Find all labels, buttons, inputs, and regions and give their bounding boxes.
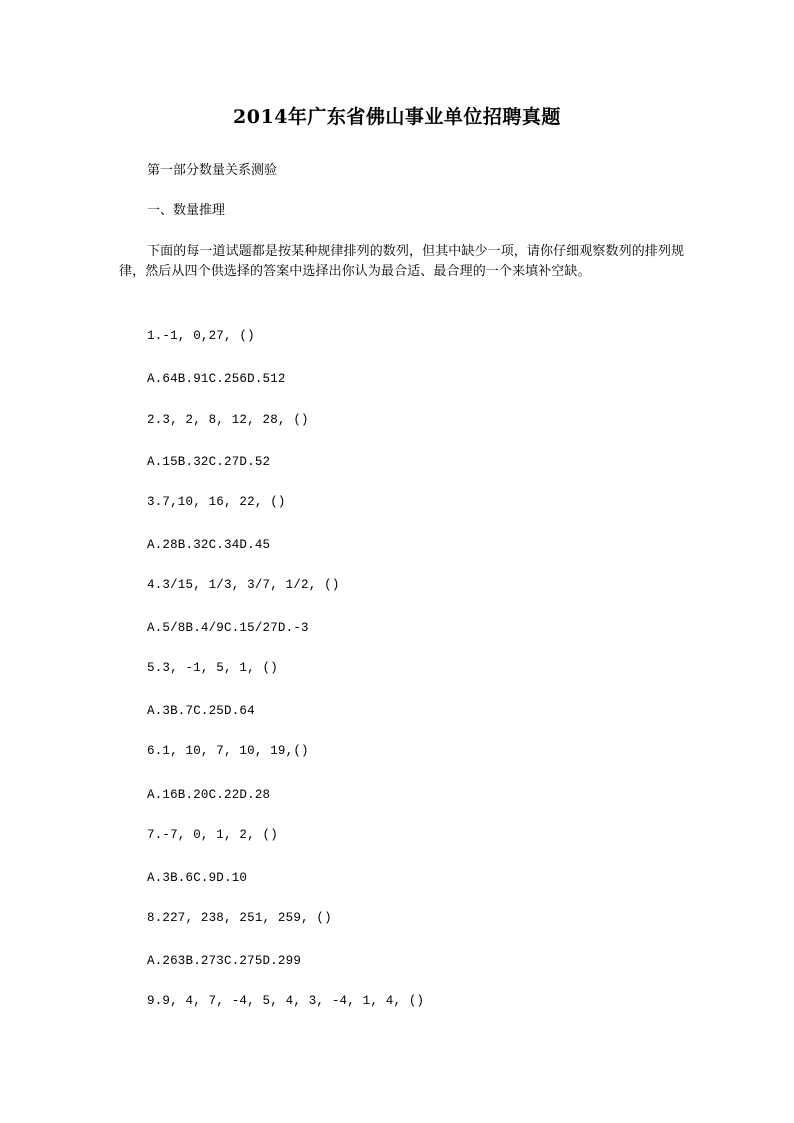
- question-7-options: A.3B.6C.9D.10: [147, 871, 248, 885]
- question-2: 2.3, 2, 8, 12, 28, (): [147, 413, 309, 427]
- question-3-options: A.28B.32C.34D.45: [147, 538, 271, 552]
- instructions-paragraph: 下面的每一道试题都是按某种规律排列的数列，但其中缺少一项，请你仔细观察数列的排列规律，然后从四个供选择的答案中选择出你认为最合适、最合理的一个来填补空缺。: [119, 244, 685, 279]
- question-5-options: A.3B.7C.25D.64: [147, 704, 255, 718]
- section-heading: 第一部分数量关系测验: [147, 163, 278, 178]
- question-8-options: A.263B.273C.275D.299: [147, 954, 302, 968]
- question-4: 4.3/15, 1/3, 3/7, 1/2, (): [147, 578, 340, 592]
- question-8: 8.227, 238, 251, 259, (): [147, 911, 332, 925]
- question-2-options: A.15B.32C.27D.52: [147, 455, 271, 469]
- question-6-options: A.16B.20C.22D.28: [147, 788, 271, 802]
- question-5: 5.3, -1, 5, 1, (): [147, 661, 278, 675]
- question-6: 6.1, 10, 7, 10, 19,(): [147, 744, 309, 758]
- question-4-options: A.5/8B.4/9C.15/27D.-3: [147, 621, 309, 635]
- subsection-heading: 一、数量推理: [147, 203, 226, 218]
- question-1-options: A.64B.91C.256D.512: [147, 372, 286, 386]
- question-1: 1.-1, 0,27, (): [147, 329, 255, 343]
- document-title: 2014年广东省佛山事业单位招聘真题: [233, 106, 561, 128]
- question-9: 9.9, 4, 7, -4, 5, 4, 3, -4, 1, 4, (): [147, 994, 425, 1008]
- question-7: 7.-7, 0, 1, 2, (): [147, 828, 278, 842]
- question-3: 3.7,10, 16, 22, (): [147, 495, 286, 509]
